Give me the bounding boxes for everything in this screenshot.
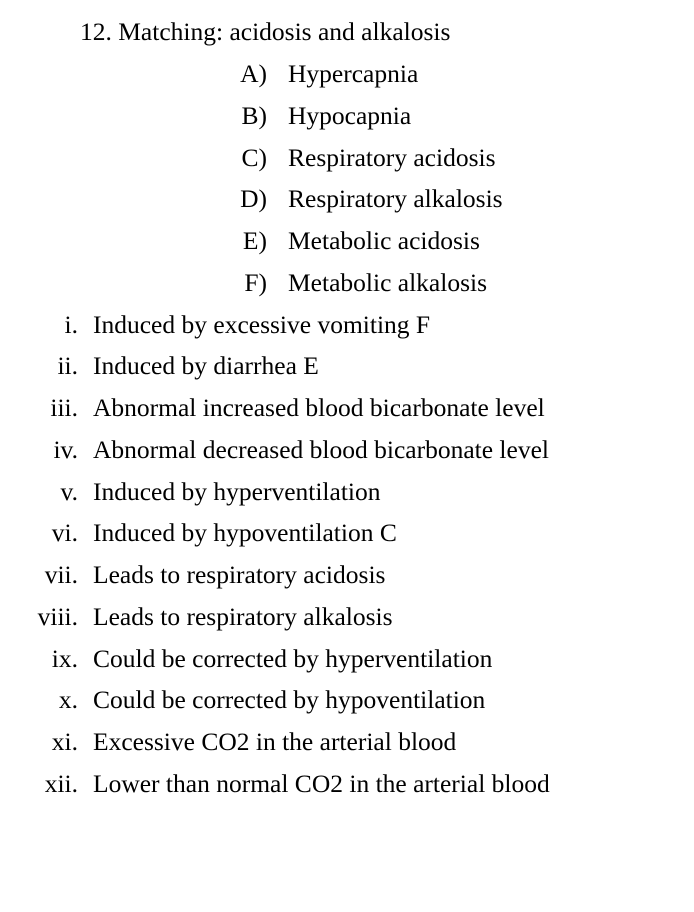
item-marker: iv. <box>53 435 78 464</box>
item-text: Induced by hypoventilation C <box>93 518 397 547</box>
item-marker: vii. <box>44 560 78 589</box>
question-title: 12. Matching: acidosis and alkalosis <box>80 17 451 46</box>
item-text: Induced by hyperventilation <box>93 477 381 506</box>
choice-c <box>0 142 694 184</box>
choice-marker: D) <box>240 184 267 213</box>
choice-marker: F) <box>244 268 267 297</box>
choice-b <box>0 100 694 142</box>
item-marker: viii. <box>37 602 78 631</box>
choice-text: Respiratory acidosis <box>288 143 496 172</box>
choice-a <box>0 58 694 100</box>
choice-f <box>0 267 694 309</box>
choice-marker: B) <box>241 101 267 130</box>
item-text: Could be corrected by hypoventilation <box>93 685 486 714</box>
choice-text: Hypercapnia <box>288 59 419 88</box>
choice-d <box>0 183 694 225</box>
list-item <box>0 309 694 351</box>
choice-text: Respiratory alkalosis <box>288 184 503 213</box>
list-item <box>0 476 694 518</box>
item-marker: vi. <box>51 518 78 547</box>
list-item <box>0 726 694 768</box>
choice-marker: A) <box>240 59 267 88</box>
item-marker: v. <box>60 477 78 506</box>
choice-marker: E) <box>242 226 267 255</box>
item-text: Could be corrected by hyperventilation <box>93 644 493 673</box>
choice-text: Hypocapnia <box>288 101 412 130</box>
item-text: Induced by diarrhea E <box>93 351 319 380</box>
list-item <box>0 559 694 601</box>
list-item <box>0 392 694 434</box>
list-item <box>0 601 694 643</box>
choice-e <box>0 225 694 267</box>
item-marker: iii. <box>50 393 78 422</box>
list-item <box>0 434 694 476</box>
item-marker: x. <box>58 685 78 714</box>
list-item <box>0 768 694 810</box>
choice-marker: C) <box>241 143 267 172</box>
item-marker: xii. <box>44 769 78 798</box>
item-text: Abnormal decreased blood bicarbonate level <box>93 435 549 464</box>
choice-text: Metabolic alkalosis <box>288 268 487 297</box>
item-text: Leads to respiratory alkalosis <box>93 602 393 631</box>
list-item <box>0 643 694 685</box>
list-item <box>0 350 694 392</box>
list-item <box>0 684 694 726</box>
item-marker: ii. <box>57 351 78 380</box>
list-item <box>0 517 694 559</box>
item-text: Excessive CO2 in the arterial blood <box>93 727 457 756</box>
item-marker: ix. <box>51 644 78 673</box>
item-text: Induced by excessive vomiting F <box>93 310 431 339</box>
item-marker: xi. <box>51 727 78 756</box>
item-text: Lower than normal CO2 in the arterial blood <box>93 769 550 798</box>
item-text: Leads to respiratory acidosis <box>93 560 386 589</box>
item-marker: i. <box>64 310 78 339</box>
choice-text: Metabolic acidosis <box>288 226 480 255</box>
item-text: Abnormal increased blood bicarbonate level <box>93 393 545 422</box>
